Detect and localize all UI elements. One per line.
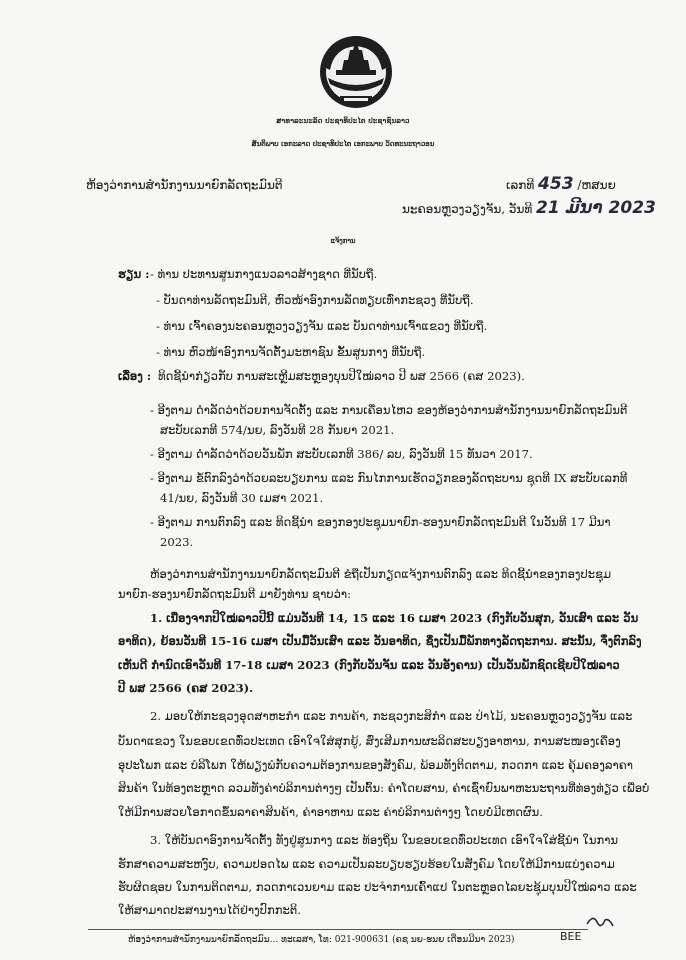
point-2-line: 2. ມອບໃຫ້ກະຊວງອຸດສາຫະກຳ ແລະ ການຄ້າ, ກະຊວງກະສິກຳ ແລະ ປ່າໄມ້, ນະຄອນຫຼວງວຽງຈັນ ແລະ — [150, 709, 633, 723]
footer-divider — [88, 929, 588, 930]
issue-date — [402, 198, 656, 218]
subject-label: ເລື່ອງ : — [118, 369, 152, 383]
point-1-line: ອາທິດ), ຍ້ອນວັນທີ 15-16 ເມສາ ເປັນມື້ວັນເສົາ ແລະ ວັນອາທິດ, ຊຶ່ງເປັນມື້ພັກທາງລັດຖະການ. ສະນັ້ນ, ຈຶ່ງຕົກລົງ — [118, 634, 642, 648]
recipient-item: - ບັນດາທ່ານລັດຖະມົນຕີ, ຫົວໜ້າອົງການລັດທຽບເທົ່າກະຊວງ ທີ່ນັບຖື. — [156, 293, 474, 307]
recipients-label: ຮຽນ : — [118, 267, 150, 281]
country-name: ສາທາລະນະລັດ ປະຊາທິປະໄຕ ປະຊາຊົນລາວ — [276, 116, 410, 125]
point-3-line: 3. ໃຫ້ບັນດາອົງການຈັດຕັ້ງ ທັງຢູ່ສູນກາງ ແລະ ທ້ອງຖິ່ນ ໃນຂອບເຂດທົ່ວປະເທດ ເອົາໃຈໃສ່ຊີ້ນຳ ໃນການ — [150, 833, 619, 847]
date-prefix: ນະຄອນຫຼວງວຽງຈັນ, ວັນທີ — [402, 202, 533, 216]
point-1-line: 1. ເນື່ອງຈາກປີໃໝ່ລາວປີນີ້ ແມ່ນວັນທີ 14, 15 ແລະ 16 ເມສາ 2023 (ກົງກັບວັນສຸກ, ວັນເສົາ ແລະ ວັນ — [150, 611, 639, 625]
issuing-office: ຫ້ອງວ່າການສຳນັກງານນາຍົກລັດຖະມົນຕີ — [86, 178, 283, 192]
point-2-line: ສິນຄ້າ ໃນທ້ອງຕະຫຼາດ ລວມທັງຄ່າບໍລິການຕ່າງໆ ເປັນຕົ້ນ: ຄ່າໂດຍສານ, ຄ່າເຊົ່າຍົນພາຫະນະຖານທີ່ທ່ອງທ່ຽວ ເພື່ອບໍ່ — [118, 781, 650, 795]
document-title: ແຈ້ງການ — [330, 237, 356, 245]
point-2-line: ໃຫ້ມີການສວຍໂອກາດຂຶ້ນລາຄາສິນຄ້າ, ຄ່າອາຫານ ແລະ ຄ່າບໍລິການຕ່າງໆ ໂດຍບໍ່ມີເຫດຜົນ. — [118, 805, 543, 819]
ref-number-handwritten: 453 — [538, 174, 574, 194]
signature-mark-icon — [585, 910, 615, 934]
reference-line: 41/ນຍ, ລົງວັນທີ 30 ເມສາ 2021. — [160, 491, 324, 505]
subject-text: ທິດຊີ້ນຳກ່ຽວກັບ ການສະເຫຼີມສະຫຼອງບຸນປີໃໝ່ລາວ ປີ ພສ 2566 (ຄສ 2023). — [158, 369, 525, 383]
point-1-line: ເຫັນດີ ກຳນົດເອົາວັນທີ 17-18 ເມສາ 2023 (ກົງກັບວັນຈັນ ແລະ ວັນອັງຄານ) ເປັນວັນພັກຊົດເຊີຍປີໃໝ່ລາວ — [118, 658, 620, 672]
footer-code: BEE — [560, 930, 582, 943]
recipient-item: - ທ່ານ ເຈົ້າຄອງນະຄອນຫຼວງວຽງຈັນ ແລະ ບັນດາທ່ານເຈົ້າແຂວງ ທີ່ນັບຖື. — [156, 319, 488, 333]
ref-prefix: ເລກທີ — [506, 178, 535, 192]
point-1-line: ປີ ພສ 2566 (ຄສ 2023). — [118, 681, 254, 695]
point-3-line: ຮັກສາຄວາມສະຫງົບ, ຄວາມປອດໄພ ແລະ ຄວາມເປັນລະບຽບຮຽບຮ້ອຍໃນສັງຄົມ ໂດຍໃຫ້ມີການແບ່ງຄວາມ — [118, 857, 615, 871]
reference-line: - ອີງຕາມ ຂໍ້ຕົກລົງວ່າດ້ວຍລະບຽບການ ແລະ ກົນໄກການເຮັດວຽກຂອງລັດຖະບານ ຊຸດທີ IX ສະບັບເລກທີ — [150, 471, 628, 485]
intro-line: ນາຍົກ-ຮອງນາຍົກລັດຖະມົນຕີ ມາຍັງທ່ານ ຊາບວ່າ: — [118, 587, 352, 601]
intro-line: ຫ້ອງວ່າການສຳນັກງານນາຍົກລັດຖະມົນຕີ ຂໍຖືເປັນກຽດແຈ້ງການຕົກລົງ ແລະ ທິດຊີ້ນຳຂອງກອງປະຊຸມ — [150, 567, 612, 581]
reference-line: 2023. — [160, 535, 194, 549]
reference-line: - ອີງຕາມ ການຕົກລົງ ແລະ ທິດຊີ້ນຳ ຂອງກອງປະຊຸມນາຍົກ-ຮອງນາຍົກລັດຖະມົນຕີ ໃນວັນທີ 17 ມີນາ — [150, 515, 611, 529]
reference-line: ສະບັບເລກທີ 574/ນຍ, ລົງວັນທີ 28 ກັນຍາ 2021. — [160, 423, 395, 437]
date-handwritten: 21 ມີນາ 2023 — [536, 198, 656, 218]
point-3-line: ຮັບຜິດຊອບ ໃນການຕິດຕາມ, ກວດກາເວນຍາມ ແລະ ປະຈຳການເຄົ້າແປ ໃນຕະຫຼອດໄລຍະຊຸ້ມບຸນປີໃໝ່ລາວ ແລະ — [118, 880, 637, 894]
recipient-item: - ທ່ານ ປະທານສູນກາງແນວລາວສ້າງຊາດ ທີ່ນັບຖື. — [150, 267, 378, 281]
national-motto: ສັນຕິພາບ ເອກະລາດ ປະຊາທິປະໄຕ ເອກະພາບ ວັດທະນະຖາວອນ — [251, 139, 435, 148]
footer-text: ຫ້ອງວ່າການສຳນັກງານນາຍົກລັດຖະມົນ... ທະເລສາ, ໂທ: 021-900631 (ຄຊ ນຍ-ຮນຍ ເດືອນມີນາ 2023) — [128, 935, 515, 945]
point-2-line: ອຸປະໂພກ ແລະ ບໍລິໂພກ ໃຫ້ພຽງພໍກັບຄວາມຕ້ອງການຂອງສັງຄົມ, ພ້ອມທັງຕິດຕາມ, ກວດກາ ແລະ ຄຸ້ມຄອງລາຄາ — [118, 758, 633, 772]
point-2-line: ບັນດາແຂວງ ໃນຂອບເຂດທົ່ວປະເທດ ເອົາໃຈໃສ່ສຸກຍູ້, ສົ່ງເສີມການຜະລິດສະບຽງອາຫານ, ການສະໜອງເຄື່ອງ — [118, 734, 621, 748]
ref-suffix: /ຫສນຍ — [577, 178, 616, 192]
reference-line: - ອີງຕາມ ດຳລັດວ່າດ້ວຍວັນພັກ ສະບັບເລກທີ 386/ ລບ, ລົງວັນທີ 15 ທັນວາ 2017. — [150, 447, 533, 461]
reference-number — [506, 174, 616, 194]
point-3-line: ໃຫ້ສາມາດປະສານງານໄດ້ຢ່າງປົກກະຕິ. — [118, 903, 301, 917]
recipient-item: - ທ່ານ ຫົວໜ້າອົງການຈັດຕັ້ງມະຫາຊົນ ຂັ້ນສູນກາງ ທີ່ນັບຖື. — [156, 345, 426, 359]
reference-line: - ອີງຕາມ ດຳລັດວ່າດ້ວຍການຈັດຕັ້ງ ແລະ ການເຄື່ອນໄຫວ ຂອງຫ້ອງວ່າການສຳນັກງານນາຍົກລັດຖະມົນຕີ — [150, 403, 628, 417]
national-emblem-icon — [306, 26, 406, 112]
